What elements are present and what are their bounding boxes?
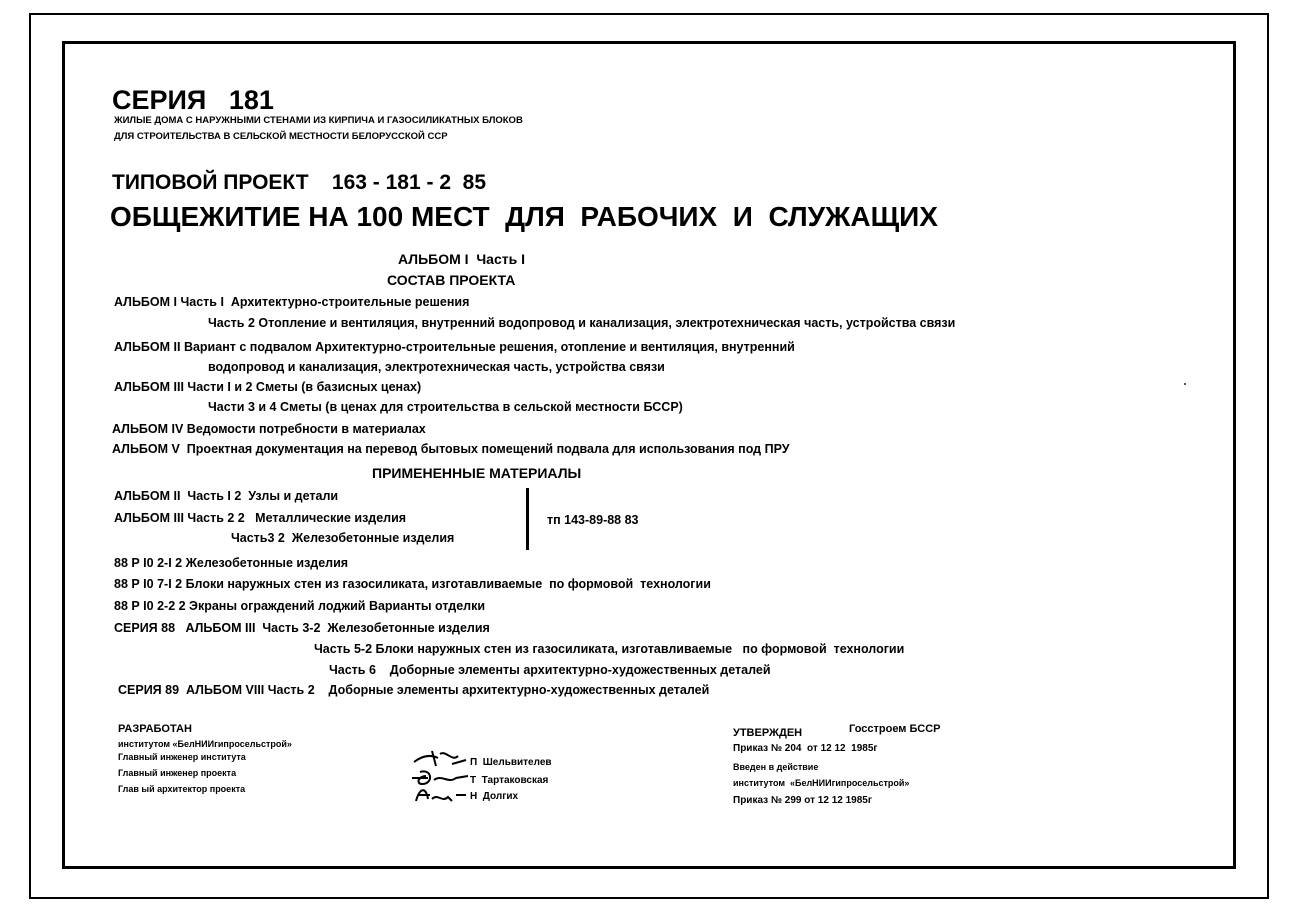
developed-org: институтом «БелНИИгипросельстрой»: [118, 739, 292, 749]
signer-name-2: Т Тартаковская: [470, 775, 549, 786]
composition-line: водопровод и канализация, электротехническая часть, устройства связи: [208, 360, 665, 374]
approved-by: Госстроем БССР: [849, 723, 941, 735]
composition-line: АЛЬБОМ IV Ведомости потребности в материалах: [112, 422, 426, 436]
signer-name-1: П Шельвителев: [470, 757, 552, 768]
composition-line: АЛЬБОМ II Вариант с подвалом Архитектурно-строительные решения, отопление и вентиляция, внутренний: [114, 340, 795, 354]
material-line: АЛЬБОМ III Часть 2 2 Металлические изделия: [114, 511, 407, 525]
material-line: Часть 5-2 Блоки наружных стен из газосиликата, изготавливаемые по формовой технологии: [314, 642, 905, 656]
speck: [1184, 383, 1186, 385]
signature-3: [412, 785, 468, 805]
approval-order: Приказ № 204 от 12 12 1985г: [733, 743, 878, 754]
series-title: СЕРИЯ 181: [112, 85, 274, 115]
signature-1: [412, 748, 468, 770]
project-line: ТИПОВОЙ ПРОЕКТ 163 - 181 - 2 85: [112, 171, 487, 194]
material-line: СЕРИЯ 88 АЛЬБОМ III Часть 3-2 Железобетонные изделия: [114, 621, 490, 635]
introduction-order: Приказ № 299 от 12 12 1985г: [733, 795, 873, 806]
material-line: АЛЬБОМ II Часть I 2 Узлы и детали: [114, 489, 339, 503]
materials-heading: ПРИМЕНЕННЫЕ МАТЕРИАЛЫ: [372, 465, 582, 481]
developed-heading: РАЗРАБОТАН: [118, 723, 192, 735]
signer-name-3: Н Долгих: [470, 791, 519, 802]
material-line: Часть3 2 Железобетонные изделия: [231, 531, 455, 545]
material-line: 88 Р I0 7-I 2 Блоки наружных стен из газосиликата, изготавливаемые по формовой технологии: [114, 577, 711, 591]
composition-heading: СОСТАВ ПРОЕКТА: [387, 272, 516, 288]
approved-heading: УТВЕРЖДЕН: [733, 727, 803, 739]
composition-line: АЛЬБОМ I Часть I Архитектурно-строительные решения: [114, 295, 470, 309]
material-line: СЕРИЯ 89 АЛЬБОМ VIII Часть 2 Доборные элементы архитектурно-художественных деталей: [118, 683, 710, 697]
material-line: 88 Р I0 2-I 2 Железобетонные изделия: [114, 556, 349, 570]
composition-line: Часть 2 Отопление и вентиляция, внутренний водопровод и канализация, электротехническая часть, устройства связи: [208, 316, 956, 330]
series-desc-line-1: ЖИЛЫЕ ДОМА С НАРУЖНЫМИ СТЕНАМИ ИЗ КИРПИЧА И ГАЗОСИЛИКАТНЫХ БЛОКОВ: [114, 115, 523, 126]
material-line: 88 Р I0 2-2 2 Экраны ограждений лоджий Варианты отделки: [114, 599, 486, 613]
composition-line: АЛЬБОМ V Проектная документация на перевод бытовых помещений подвала для использования под ПРУ: [112, 442, 790, 456]
introducing-institute: институтом «БелНИИгипросельстрой»: [733, 778, 910, 788]
bracket-divider: [526, 488, 529, 550]
album-line: АЛЬБОМ I Часть I: [398, 251, 525, 267]
main-title: ОБЩЕЖИТИЕ НА 100 МЕСТ ДЛЯ РАБОЧИХ И СЛУЖАЩИХ: [110, 201, 938, 232]
introduced-label: Введен в действие: [733, 762, 819, 772]
role-chief-engineer-project: Главный инженер проекта: [118, 768, 237, 778]
series-desc-line-2: ДЛЯ СТРОИТЕЛЬСТВА В СЕЛЬСКОЙ МЕСТНОСТИ БЕЛОРУССКОЙ ССР: [114, 131, 448, 142]
composition-line: АЛЬБОМ III Части I и 2 Сметы (в базисных ценах): [114, 380, 422, 394]
material-reference: тп 143-89-88 83: [547, 513, 639, 527]
composition-line: Части 3 и 4 Сметы (в ценах для строительства в сельской местности БССР): [208, 400, 683, 414]
material-line: Часть 6 Доборные элементы архитектурно-художественных деталей: [329, 663, 771, 677]
role-chief-engineer-institute: Главный инженер института: [118, 752, 246, 762]
role-chief-architect: Глав ый архитектор проекта: [118, 784, 246, 794]
